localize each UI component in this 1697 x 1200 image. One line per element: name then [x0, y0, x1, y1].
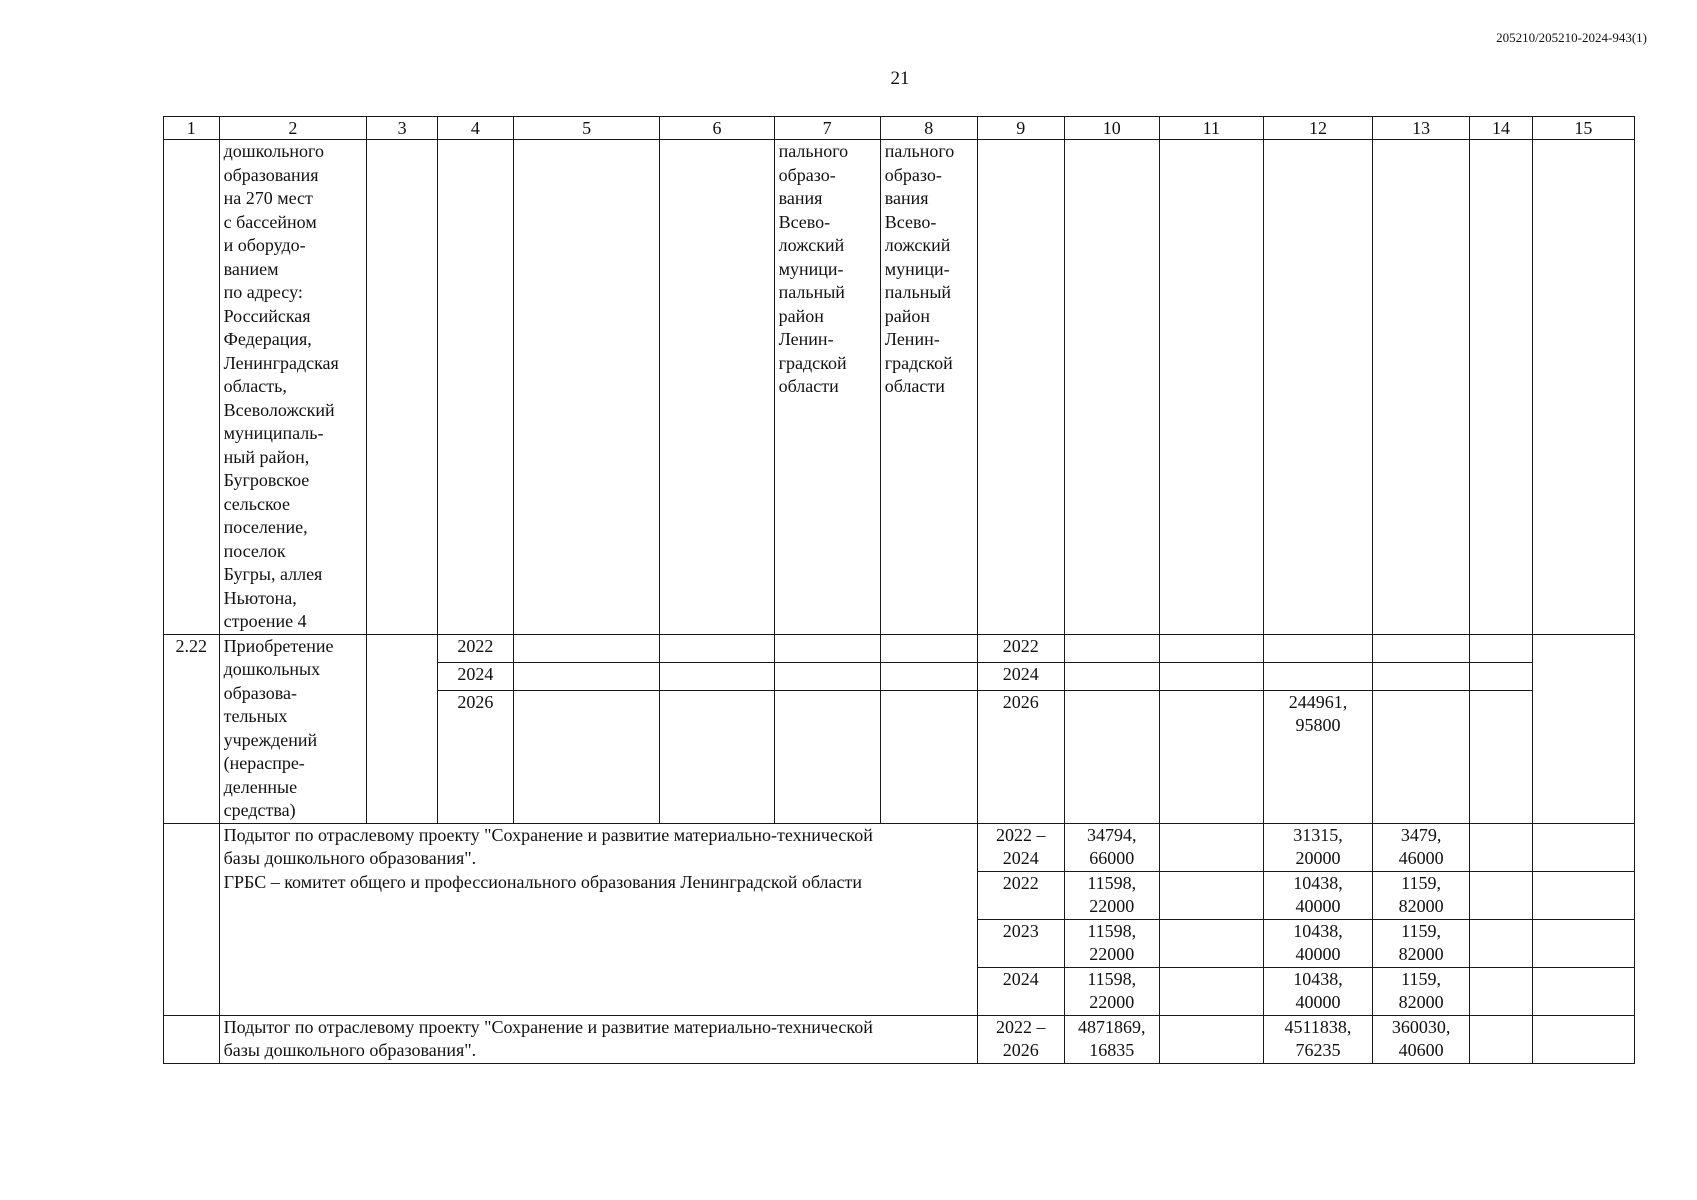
amount-col12: 244961, 95800: [1263, 690, 1372, 823]
header-cell: 15: [1532, 117, 1634, 140]
header-cell: 4: [437, 117, 513, 140]
subtotal2-label: Подытог по отраслевому проекту "Сохранение и развитие материально-технической базы дошкольного образования".: [219, 1015, 977, 1063]
page-number: 21: [890, 68, 910, 89]
amount-col12: 10438, 40000: [1263, 919, 1372, 967]
object-description: дошкольного образования на 270 мест с бассейном и оборудо- ванием по адресу: Российская Федерация, Ленинградская область, Всеволожский муниципаль- ный район, Бугровское сельское поселение, поселок Бугры, аллея Ньютона, строение 4: [219, 140, 367, 635]
header-cell: 14: [1470, 117, 1533, 140]
amount-col13: 1159, 82000: [1373, 871, 1470, 919]
header-cell: 5: [513, 117, 660, 140]
amount-col13: 1159, 82000: [1373, 967, 1470, 1015]
subtotal1-row: [164, 823, 1635, 871]
subtotal2-row: [164, 1015, 1635, 1063]
item-number: 2.22: [164, 634, 220, 823]
period-cell: 2024: [977, 967, 1064, 1015]
item-2-22-row-2022: [164, 634, 1635, 662]
year-cell: 2026: [977, 690, 1064, 823]
amount-col12: 31315, 20000: [1263, 823, 1372, 871]
period-cell: 2022 – 2024: [977, 823, 1064, 871]
continuation-row: [164, 140, 1635, 635]
header-cell: 12: [1263, 117, 1372, 140]
year-cell: 2026: [437, 690, 513, 823]
document-id: 205210/205210-2024-943(1): [1496, 30, 1647, 45]
item-name: Приобретение дошкольных образова- тельных учреждений (нераспре- деленные средства): [219, 634, 367, 823]
header-cell: 10: [1064, 117, 1159, 140]
amount-col13: 360030, 40600: [1373, 1015, 1470, 1063]
header-cell: 2: [219, 117, 367, 140]
amount-col12: 10438, 40000: [1263, 871, 1372, 919]
amount-col12: 10438, 40000: [1263, 967, 1372, 1015]
year-cell: 2024: [977, 662, 1064, 690]
header-cell: 7: [774, 117, 880, 140]
amount-col10: 4871869, 16835: [1064, 1015, 1159, 1063]
header-cell: 1: [164, 117, 220, 140]
header-cell: 3: [367, 117, 438, 140]
amount-col13: 1159, 82000: [1373, 919, 1470, 967]
header-row: [164, 117, 1635, 140]
municipality-col7: пального образо- вания Всево- ложский муници- пальный район Ленин- градской области: [774, 140, 880, 635]
header-cell: 8: [880, 117, 977, 140]
header-cell: 13: [1373, 117, 1470, 140]
header-cell: 6: [660, 117, 774, 140]
amount-col10: 34794, 66000: [1064, 823, 1159, 871]
header-cell: 9: [977, 117, 1064, 140]
year-cell: 2022: [977, 634, 1064, 662]
municipality-col8: пального образо- вания Всево- ложский муници- пальный район Ленин- градской области: [880, 140, 977, 635]
year-cell: 2022: [437, 634, 513, 662]
amount-col10: 11598, 22000: [1064, 919, 1159, 967]
amount-col13: 3479, 46000: [1373, 823, 1470, 871]
amount-col12: 4511838, 76235: [1263, 1015, 1372, 1063]
subtotal1-label: Подытог по отраслевому проекту "Сохранение и развитие материально-технической базы дошкольного образования". ГРБС – комитет общего и профессионального образования Ленинградской области: [219, 823, 977, 1015]
period-cell: 2022: [977, 871, 1064, 919]
budget-table: [163, 116, 1635, 1064]
amount-col10: 11598, 22000: [1064, 871, 1159, 919]
period-cell: 2023: [977, 919, 1064, 967]
year-cell: 2024: [437, 662, 513, 690]
header-cell: 11: [1159, 117, 1263, 140]
amount-col10: 11598, 22000: [1064, 967, 1159, 1015]
period-cell: 2022 – 2026: [977, 1015, 1064, 1063]
